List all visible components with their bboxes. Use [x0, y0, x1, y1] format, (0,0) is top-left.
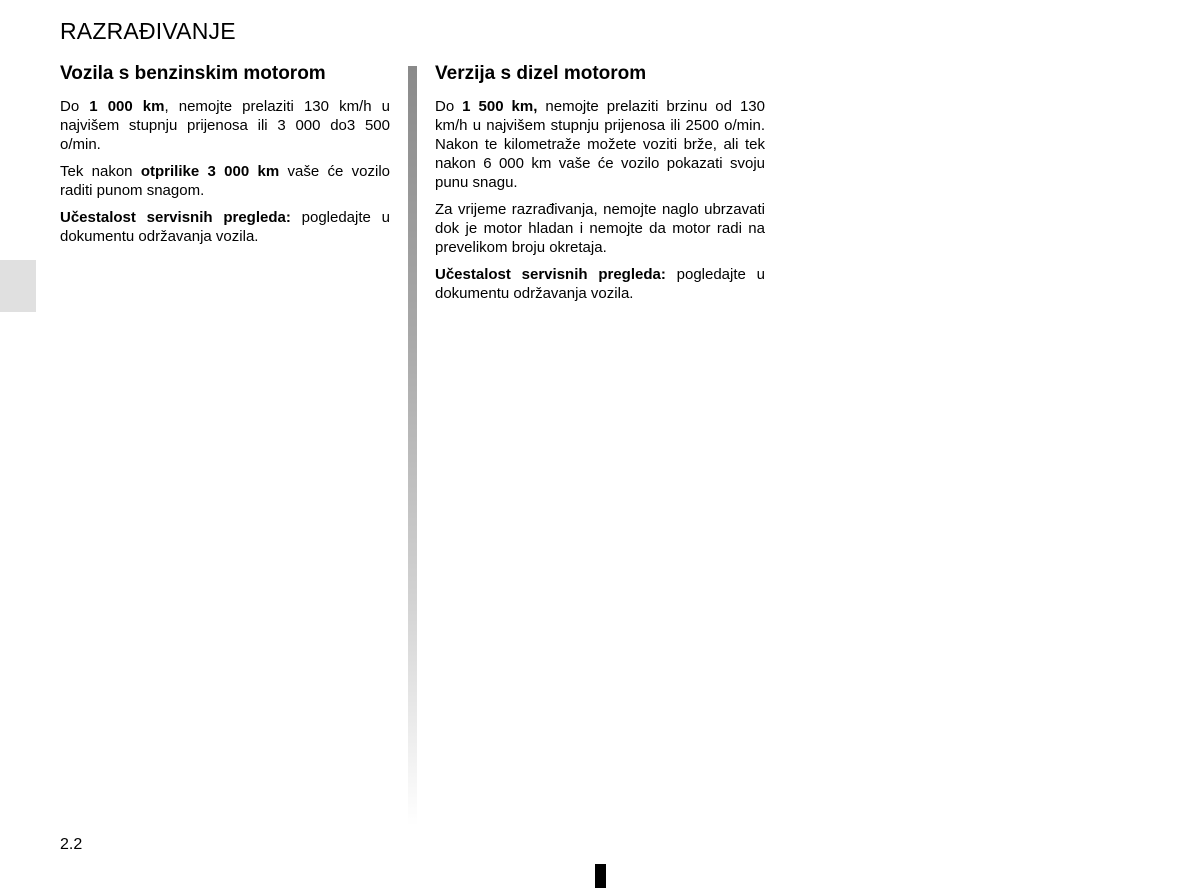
- diesel-service-paragraph: [435, 265, 765, 303]
- diesel-acceleration-paragraph: Za vrijeme razrađivanja, nemojte naglo ubrzavati dok je motor hladan i nemojte da motor radi na prevelikom broju okretaja.: [435, 201, 765, 256]
- text: , nemojte prelaziti 130 km/h u najvišem stupnju prijenosa ili 3 000 do3 500 o/min.: [60, 98, 390, 153]
- page-title: RAZRAĐIVANJE: [60, 18, 236, 44]
- diesel-section-heading: Verzija s dizel motorom: [435, 63, 647, 84]
- right-column: [435, 62, 765, 311]
- page-edge-marker: [595, 864, 606, 888]
- left-column: [60, 62, 390, 254]
- text: Do: [435, 98, 463, 115]
- text: Tek nakon: [60, 163, 141, 180]
- petrol-service-paragraph: [60, 208, 390, 246]
- text: Do: [60, 98, 90, 115]
- emphasis: otprilike 3 000 km: [140, 163, 280, 180]
- petrol-full-power-paragraph: [60, 162, 390, 200]
- text: pogledajte u dokumentu održavanja vozila.: [435, 266, 765, 302]
- text: vaše će vozilo raditi punom snagom.: [60, 163, 390, 199]
- emphasis: Učestalost servisnih pregleda:: [60, 209, 291, 226]
- column-divider: [408, 66, 417, 826]
- emphasis: 1 500 km,: [462, 98, 538, 115]
- diesel-break-in-paragraph: [435, 97, 765, 192]
- petrol-break-in-paragraph: [60, 97, 390, 154]
- chapter-tab-marker: [0, 260, 36, 312]
- text: pogledajte u dokumentu održavanja vozila.: [60, 209, 390, 245]
- page-number: 2.2: [60, 836, 83, 853]
- emphasis: Učestalost servisnih pregleda:: [435, 266, 666, 283]
- text: nemojte prelaziti brzinu od 130 km/h u najvišem stupnju prijenosa ili 2500 o/min. Nakon te kilometraže možete voziti brže, ali tek nakon 6 000 km vaše će vozilo pokazati svoju punu snagu.: [435, 98, 765, 191]
- petrol-section-heading: Vozila s benzinskim motorom: [60, 63, 326, 84]
- emphasis: 1 000 km: [89, 98, 165, 115]
